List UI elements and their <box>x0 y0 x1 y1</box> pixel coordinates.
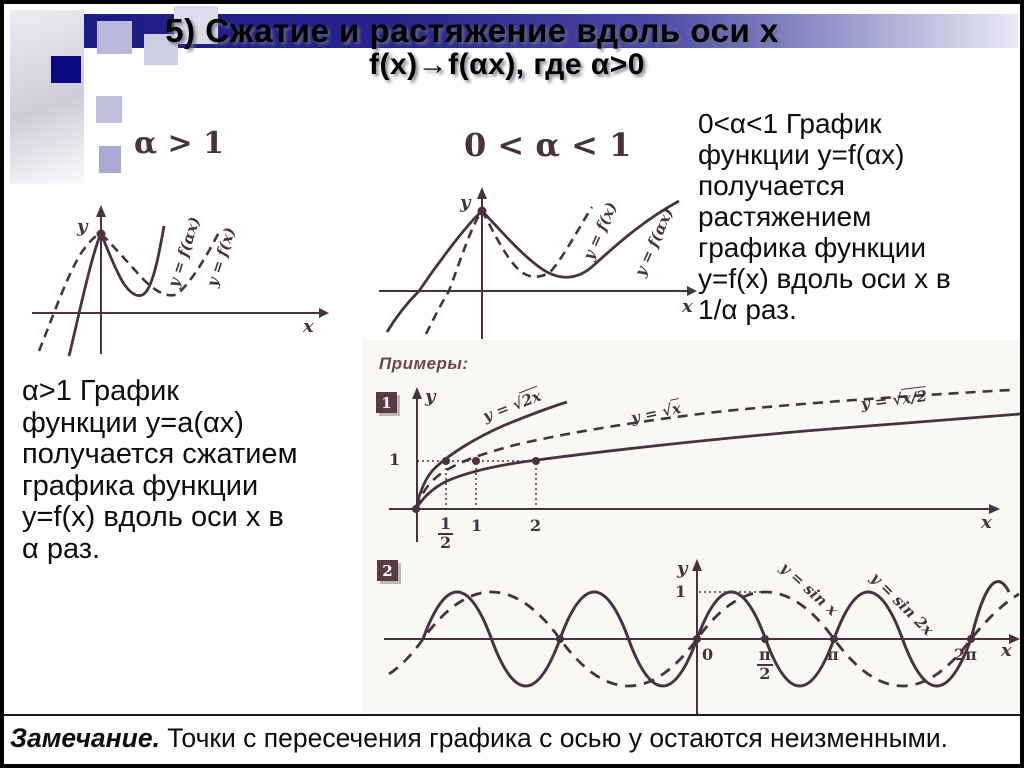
label-radicand: 2x <box>519 386 544 411</box>
explanation-compress-line: функции y=a(αx) <box>22 406 244 439</box>
x-axis-arrow <box>687 286 697 296</box>
label-prefix: y = √ <box>480 393 526 426</box>
origin-point <box>412 505 420 513</box>
x-tick-pi-over-2 <box>757 647 773 683</box>
explanation-stretch-line: получается <box>698 170 845 201</box>
y-axis-arrow <box>692 559 702 571</box>
y-axis-label: y <box>425 386 436 407</box>
label-radicand: x/2 <box>901 387 929 408</box>
x-tick-pi: π <box>827 645 839 664</box>
curve-label-sin-x: y = sin x <box>776 558 842 620</box>
y-axis-arrow <box>412 387 422 399</box>
x-tick-pi2-denominator: 2 <box>759 663 771 683</box>
explanation-compress-line: y=f(x) вдоль оси x в <box>22 501 284 533</box>
figure-example-1 <box>369 344 1024 559</box>
figure-alpha-gt-1 <box>29 104 339 359</box>
y-axis-label: y <box>677 558 688 579</box>
y-intercept-point <box>478 207 487 216</box>
explanation-stretch-line: 0<α<1 График <box>698 108 882 139</box>
example-1-number-badge <box>376 392 397 413</box>
origin-point <box>693 635 701 643</box>
point-2-1 <box>532 457 540 465</box>
explanation-stretch-line: функции y=f(αx) <box>698 139 905 170</box>
curve-label-f-x: y = f(x) <box>579 199 621 263</box>
remark-body: Точки с пересечения графика с осью y остаются неизменными. <box>159 723 949 753</box>
example-2-number-badge <box>377 560 398 581</box>
point-pi <box>830 635 838 643</box>
point-1-1 <box>472 457 480 465</box>
x-axis-label: x <box>1001 640 1012 661</box>
label-prefix: y = √ <box>629 400 674 428</box>
slide-title-line1: 5) Сжатие и растяжение вдоль оси x <box>165 12 779 49</box>
x-tick-pi2-numerator: π <box>759 645 771 664</box>
explanation-stretch <box>698 108 1024 325</box>
example-1-number: 1 <box>381 393 392 412</box>
examples-heading: Примеры: <box>379 354 469 373</box>
point-half-1 <box>442 457 450 465</box>
explanation-compress <box>22 376 352 565</box>
curve-sqrt-x-over-2 <box>416 414 1020 509</box>
explanation-compress-line: получается сжатием <box>22 438 298 470</box>
explanation-compress-line: α>1 График <box>22 375 179 407</box>
zero-point <box>556 635 564 643</box>
example-1-plot <box>369 344 1024 559</box>
x-axis-label: x <box>303 316 314 337</box>
x-tick-0: 0 <box>702 645 714 664</box>
x-tick-1: 1 <box>471 516 483 535</box>
y-tick-1: 1 <box>389 450 401 469</box>
x-tick-half-numerator: 1 <box>440 514 452 533</box>
x-tick-half-denominator: 2 <box>440 532 452 552</box>
x-tick-2pi: 2π <box>954 645 977 664</box>
figure-alpha-lt-1 <box>364 104 704 354</box>
y-axis-arrow <box>477 187 487 199</box>
curve-label-f-alpha-x: y = f(αx) <box>630 205 678 279</box>
figure-example-2 <box>369 552 1024 720</box>
x-tick-half <box>438 516 453 552</box>
y-intercept-point <box>97 230 106 239</box>
explanation-stretch-line: растяжением <box>698 201 872 232</box>
x-tick-2: 2 <box>530 516 542 535</box>
x-axis-label: x <box>981 512 992 533</box>
figure-alpha-lt-1-heading: 0 < α < 1 <box>464 126 632 164</box>
remark <box>10 723 1018 754</box>
y-axis-label: y <box>77 216 88 237</box>
x-axis-label: x <box>682 296 693 317</box>
label-prefix: y = √ <box>859 390 904 413</box>
point-pi-over-2 <box>761 635 769 643</box>
explanation-compress-line: α раз. <box>22 532 101 565</box>
curve-f-alpha-x-solid <box>69 226 164 356</box>
y-axis-label: y <box>460 192 471 213</box>
explanation-compress-line: графика функции <box>22 469 259 502</box>
point-2pi <box>967 635 975 643</box>
explanation-stretch-line: y=f(x) вдоль оси x в <box>698 263 951 294</box>
remark-lead: Замечание. <box>10 723 160 753</box>
y-tick-1: 1 <box>675 582 687 601</box>
curve-label-f-alpha-x: y = f(αx) <box>164 214 204 290</box>
bottom-divider-line <box>4 714 1020 716</box>
slide-title-line2: f(x)→f(αx), где α>0 <box>369 48 645 81</box>
example-2-number: 2 <box>382 561 393 580</box>
curve-label-f-x: y = f(x) <box>202 225 240 289</box>
explanation-stretch-line: графика функции <box>698 232 927 263</box>
curve-f-x-dashed <box>426 207 592 334</box>
y-axis-arrow <box>96 205 106 217</box>
explanation-stretch-line: 1/α раз. <box>698 294 797 325</box>
figure-alpha-gt-1-heading: α > 1 <box>134 126 224 161</box>
curve-label-sin-2x: y = sin 2x <box>866 568 938 640</box>
x-axis-arrow <box>319 308 329 318</box>
label-radicand: x <box>670 398 683 419</box>
